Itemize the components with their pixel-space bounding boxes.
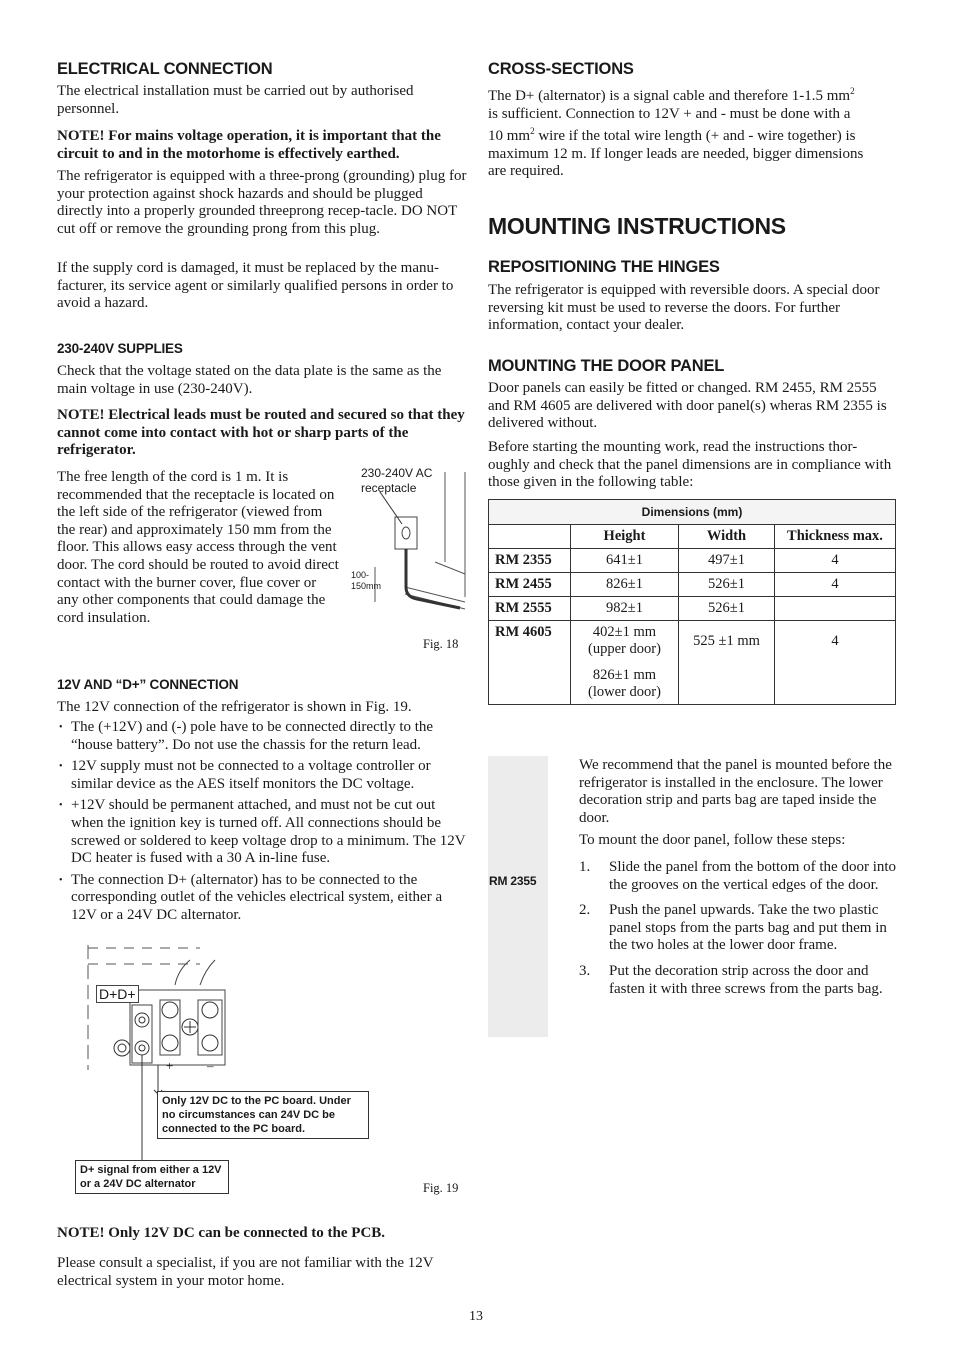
table-header-height: Height <box>571 525 679 549</box>
dc-outro: Please consult a specialist, if you are not familiar with the 12V electrical system in your motor home. <box>57 1255 434 1289</box>
rm2355-step <box>579 859 899 894</box>
door-panel-paragraph-2: Before starting the mounting work, read the instructions thor-oughly and check that the panel dimensions are in compliance with those given in the following table: <box>488 439 892 491</box>
fig19-plus-label: + <box>166 1058 174 1073</box>
dc-heading: 12V AND “D+” CONNECTION <box>57 677 239 692</box>
fig18-caption: Fig. 18 <box>423 637 459 651</box>
table-cell-thickness: 4 <box>775 573 896 597</box>
table-title: Dimensions (mm) <box>489 500 896 525</box>
table-cell-height: 826±1 <box>571 573 679 597</box>
cross-line-4: maximum 12 m. If longer leads are needed, bigger dimensions <box>488 145 864 162</box>
step-text: Slide the panel from the bottom of the door into the grooves on the vertical edges of the door. <box>609 859 897 893</box>
table-cell-thickness: 4 <box>775 549 896 573</box>
fig18-label-2: receptacle <box>361 481 417 495</box>
step-number: 3. <box>579 962 591 979</box>
fig18-dim-2: 150mm <box>351 581 382 591</box>
fig19-dplus-signal-box: D+ signal from either a 12V or a 24V DC alternator <box>75 1160 229 1194</box>
fig19-pcb-warning-box: Only 12V DC to the PC board. Under no circumstances can 24V DC be connected to the PC board. <box>157 1091 369 1139</box>
cross-line-2: is sufficient. Connection to 12V + and - must be done with a <box>488 105 851 122</box>
cross-sup-1: 2 <box>850 86 855 96</box>
table-cell-model: RM 4605 <box>489 621 571 705</box>
table-cell-height-lower: 826±1 mm <box>592 667 657 683</box>
mounting-title: MOUNTING INSTRUCTIONS <box>488 213 786 239</box>
fig18-dim-1: 100- <box>351 570 370 580</box>
dc-bullet: • The connection D+ (alternator) has to be connected to the corresponding outlet of the vehicles electrical system, either a 12V or a 24V DC alternator. <box>57 872 467 925</box>
supplies-heading: 230-240V SUPPLIES <box>57 341 183 356</box>
cross-sections-text <box>488 83 900 181</box>
table-cell-width: 526±1 <box>679 573 775 597</box>
table-cell-width: 525 ±1 mm <box>679 621 775 705</box>
dc-intro: The 12V connection of the refrigerator is shown in Fig. 19. <box>57 699 412 715</box>
table-cell-model: RM 2555 <box>489 597 571 621</box>
cross-sup-2: 2 <box>530 126 535 137</box>
electrical-note: NOTE! For mains voltage operation, it is important that the circuit to and in the motorhome is effectively earthed. <box>57 128 441 162</box>
table-cell-thickness <box>775 597 896 621</box>
step-text: Put the decoration strip across the door and fasten it with three screws from the parts bag. <box>609 962 883 997</box>
fig19-dplus-label: D+D+ <box>96 985 139 1003</box>
table-cell-width: 526±1 <box>679 597 775 621</box>
hinges-heading: REPOSITIONING THE HINGES <box>488 258 720 276</box>
page-number: 13 <box>469 1309 483 1324</box>
fig19-caption: Fig. 19 <box>423 1181 459 1195</box>
table-row <box>489 621 896 705</box>
dc-bullet: • 12V supply must not be connected to a voltage controller or similar device as the AES itself monitors the DC voltage. <box>57 758 467 793</box>
table-cell-height <box>571 621 679 705</box>
rm2355-step <box>579 963 899 998</box>
table-cell-height-upper-note: (upper door) <box>588 641 661 657</box>
table-cell-thickness: 4 <box>775 621 896 705</box>
table-cell-height-upper: 402±1 mm <box>592 624 657 640</box>
table-cell-model: RM 2355 <box>489 549 571 573</box>
table-row <box>489 573 896 597</box>
rm2355-label: RM 2355 <box>489 874 537 888</box>
table-cell-width: 497±1 <box>679 549 775 573</box>
hinges-text: The refrigerator is equipped with reversible doors. A special door reversing kit must be used to reverse the doors. For further information, contact your dealer. <box>488 282 880 334</box>
cross-line-3b: wire if the total wire length (+ and - wire together) is <box>534 128 856 145</box>
step-number: 2. <box>579 902 591 919</box>
cross-line-3a: 10 mm <box>488 128 531 145</box>
dc-bullet: • The (+12V) and (-) pole have to be connected directly to the “house battery”. Do not use the chassis for the return lead. <box>57 719 467 754</box>
cross-line-5: are required. <box>488 163 564 180</box>
step-text: Push the panel upwards. Take the two plastic panel stops from the parts bag and put them in the two holes at the lower door frame. <box>609 902 887 954</box>
table-row <box>489 597 896 621</box>
electrical-heading: ELECTRICAL CONNECTION <box>57 60 273 78</box>
electrical-paragraph-2: The refrigerator is equipped with a three-prong (grounding) plug for your protection against shock hazards and should be plugged directly into a properly grounded threeprong recep-tacle. DO NOT cut off or remove the grounding prong from this plug. <box>57 168 467 237</box>
dimensions-table <box>488 499 896 705</box>
table-header-row <box>489 525 896 549</box>
dc-note: NOTE! Only 12V DC can be connected to the PCB. <box>57 1225 386 1241</box>
table-corner <box>489 525 571 549</box>
rm2355-paragraph-2: To mount the door panel, follow these steps: <box>579 832 846 848</box>
electrical-paragraph-3: If the supply cord is damaged, it must be replaced by the manu-facturer, its service agent or similarly qualified persons in order to avoid a hazard. <box>57 260 454 312</box>
rm2355-paragraph-1: We recommend that the panel is mounted before the refrigerator is installed in the enclosure. The lower decoration strip and parts bag are taped inside the door. <box>579 757 892 826</box>
table-header-thickness: Thickness max. <box>775 525 896 549</box>
supplies-note: NOTE! Electrical leads must be routed and secured so that they cannot come into contact with hot or sharp parts of the refrigerator. <box>57 407 465 459</box>
supplies-paragraph-1: Check that the voltage stated on the data plate is the same as the main voltage in use (230-240V). <box>57 363 442 397</box>
dc-bullet: • +12V should be permanent attached, and must not be cut out when the ignition key is turned off. All connections should be screwed or soldered to keep voltage drop to a minimum. The 12V DC heater is fused with a 30 A in-line fuse. <box>57 797 467 867</box>
table-cell-height: 982±1 <box>571 597 679 621</box>
fig19-minus-label: – <box>207 1058 214 1073</box>
table-cell-model: RM 2455 <box>489 573 571 597</box>
electrical-paragraph-1: The electrical installation must be carried out by authorised personnel. <box>57 83 414 117</box>
step-number: 1. <box>579 859 591 875</box>
cross-line-1: The D+ (alternator) is a signal cable and therefore 1-1.5 mm <box>488 88 851 104</box>
cross-sections-heading: CROSS-SECTIONS <box>488 60 634 78</box>
fig18-label-1: 230-240V AC <box>361 466 433 480</box>
table-cell-height-lower-note: (lower door) <box>588 684 661 700</box>
door-panel-heading: MOUNTING THE DOOR PANEL <box>488 357 725 375</box>
rm2355-side-band <box>488 756 548 1037</box>
table-cell-height: 641±1 <box>571 549 679 573</box>
supplies-paragraph-2: The free length of the cord is 1 m. It is recommended that the receptacle is located on the left side of the refrigerator (viewed from the rear) and approximately 150 mm from the floor. This allows easy access through the vent door. The cord should be routed to avoid direct contact with the burner cover, flue cover or any other components that could damage the cord insulation. <box>57 469 339 626</box>
rm2355-step <box>579 902 899 955</box>
rm2355-steps <box>579 859 899 1006</box>
table-row <box>489 549 896 573</box>
dc-bullet-list <box>57 719 467 929</box>
table-header-width: Width <box>679 525 775 549</box>
door-panel-paragraph-1: Door panels can easily be fitted or changed. RM 2455, RM 2555 and RM 4605 are delivered with door panel(s) wheras RM 2355 is delivered without. <box>488 380 887 432</box>
